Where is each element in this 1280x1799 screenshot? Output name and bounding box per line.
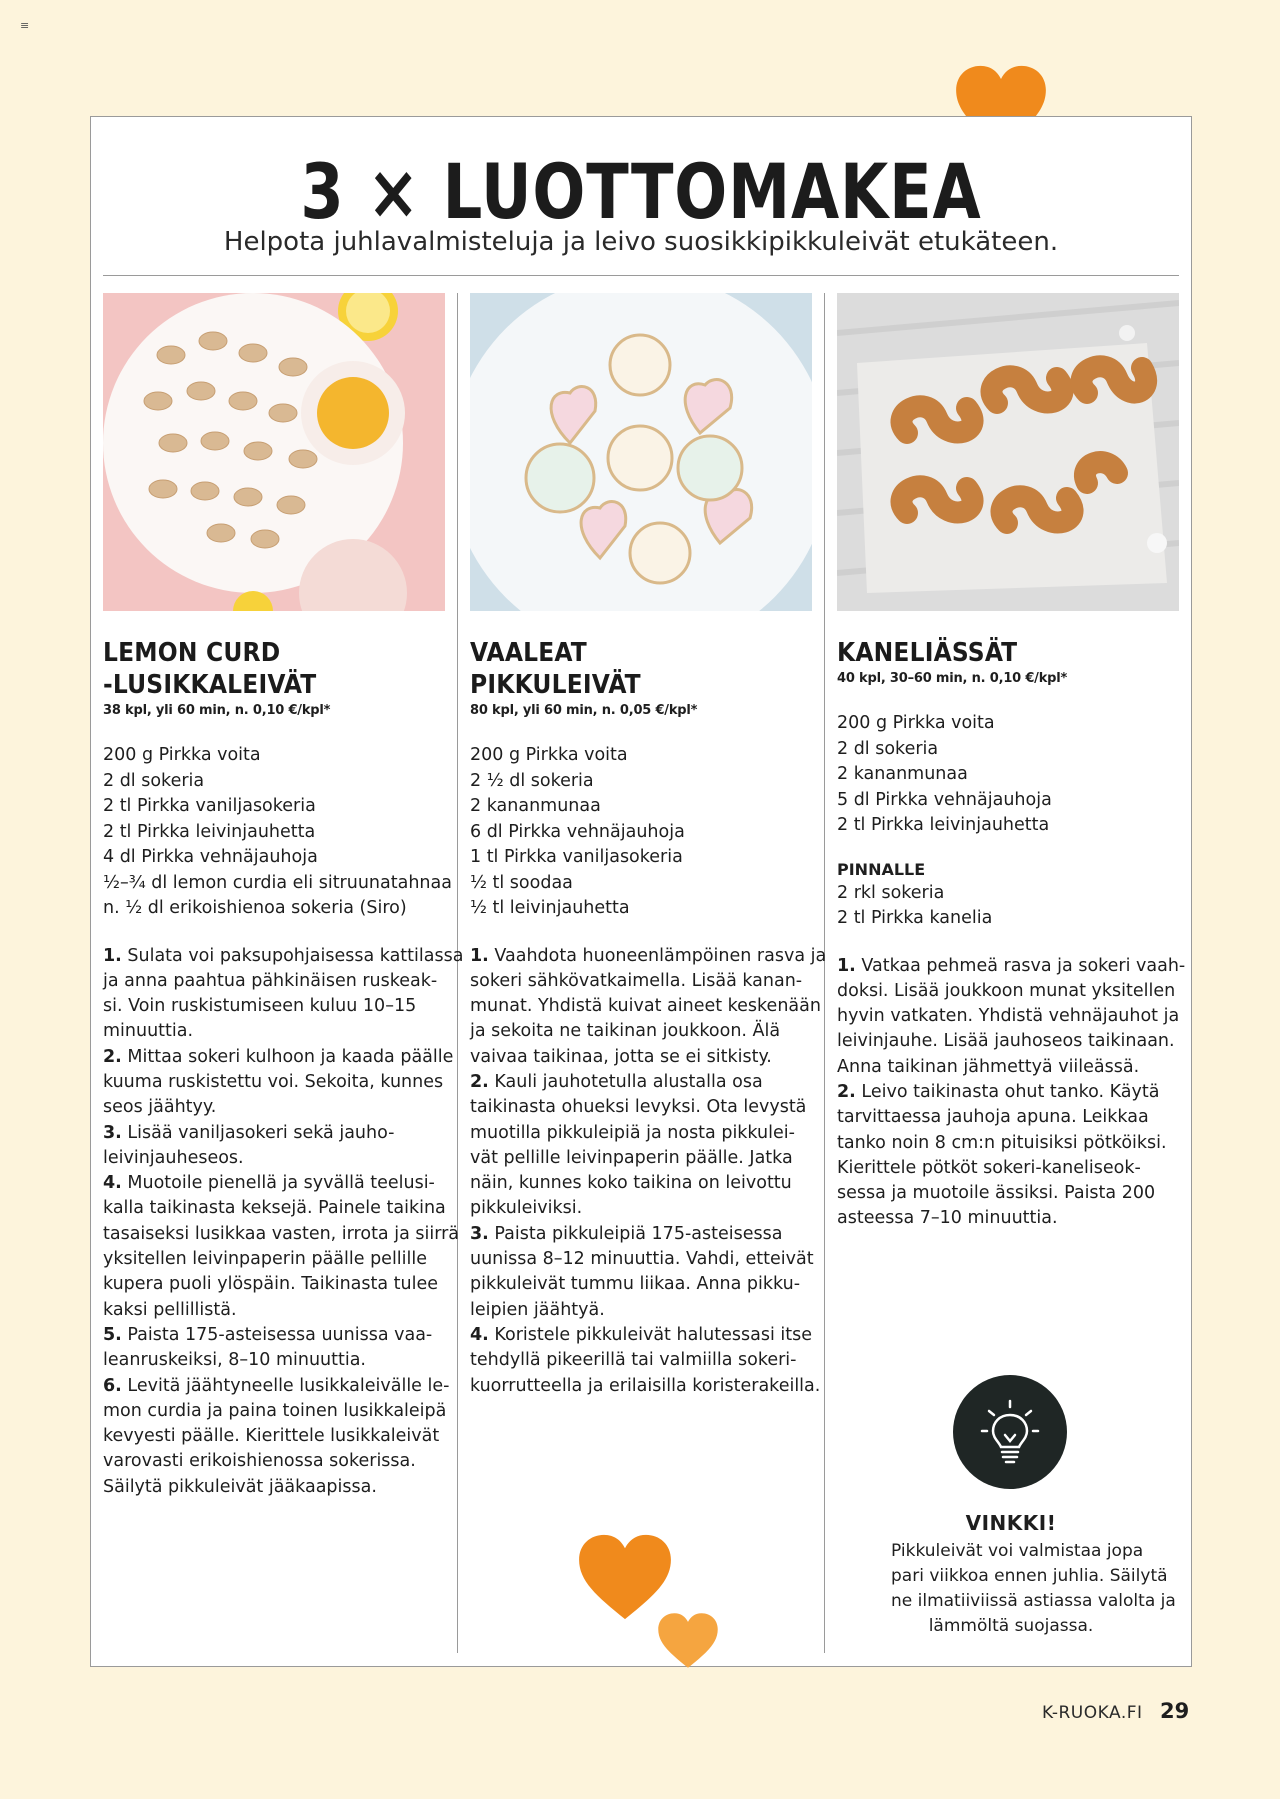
photo-cinnamon-s-cookies <box>837 293 1179 611</box>
ingredient-list: 200 g Pirkka voita 2 ½ dl sokeria 2 kananmunaa 6 dl Pirkka vehnäjauhoja 1 tl Pirkka vaniljasokeria ½ tl soodaa ½ tl leivinjauhetta <box>470 745 685 918</box>
recipe-column-vaaleat <box>470 293 827 1399</box>
lightbulb-icon <box>953 1375 1067 1489</box>
page-subtitle: Helpota juhlavalmisteluja ja leivo suosikkipikkuleivät etukäteen. <box>223 227 1059 257</box>
recipe-meta: 38 kpl, yli 60 min, n. 0,10 €/kpl* <box>103 703 331 718</box>
photo-iced-cookies <box>470 293 812 611</box>
ingredient-list: 200 g Pirkka voita 2 dl sokeria 2 kananmunaa 5 dl Pirkka vehnäjauhoja 2 tl Pirkka leivinjauhetta <box>837 713 1052 835</box>
instructions: 1. Vatkaa pehmeä rasva ja sokeri vaah- doksi. Lisää joukkoon munat yksitellen hyvin vatkaten. Yhdistä vehnäjauhot ja leivinjauhe. Lisää jauhoseos taikinaan. Anna taikinan jähmettyä viileässä. 2. Leivo taikinasta ohut tanko. Käytä tarvittaessa jauhoja apuna. Leikkaa tanko noin 8 cm:n pituisiksi pötköiksi. Kierittele pötköt sokeri-kaneliseok- sessa ja muotoile ässiksi. Paista 200 asteessa 7–10 minuuttia. <box>837 955 1186 1229</box>
recipe-column-kaneliassat <box>837 293 1186 1232</box>
heart-icon <box>657 1612 719 1669</box>
ingredient-list: 200 g Pirkka voita 2 dl sokeria 2 tl Pirkka vaniljasokeria 2 tl Pirkka leivinjauhetta 4 dl Pirkka vehnäjauhoja ½–¾ dl lemon curdia eli sitruunatahnaa n. ½ dl erikoishienoa sokeria (Siro) <box>103 745 452 918</box>
footer-site: K-RUOKA.FI <box>1042 1703 1143 1723</box>
recipe-meta: 40 kpl, 30–60 min, n. 0,10 €/kpl* <box>837 671 1068 686</box>
divider <box>103 275 1179 276</box>
page-title: 3 × LUOTTOMAKEA <box>300 147 982 236</box>
heart-icon <box>577 1533 673 1621</box>
recipe-meta: 80 kpl, yli 60 min, n. 0,05 €/kpl* <box>470 703 698 718</box>
recipe-title: LEMON CURD -LUSIKKALEIVÄT <box>103 638 317 700</box>
recipe-card <box>90 116 1192 1667</box>
instructions: 1. Vaahdota huoneenlämpöinen rasva ja sokeri sähkövatkaimella. Lisää kanan- munat. Yhdistä kuivat aineet keskenään ja sekoita ne taikinan joukkoon. Älä vaivaa taikinaa, jotta se ei sitkisty. 2. Kauli jauhotetulla alustalla osa taikinasta ohueksi levyksi. Ota levystä muotilla pikkuleipiä ja nosta pikkulei- vät pellille leivinpaperin päälle. Jatka näin, kunnes koko taikina on leivottu pikkuleiviksi. 3. Paista pikkuleipiä 175-asteisessa uunissa 8–12 minuuttia. Vahdi, etteivät pikkuleivät tummu liikaa. Anna pikku- leipien jäähtyä. 4. Koristele pikkuleivät halutessasi itse tehdyllä pikeerillä tai valmiilla sokeri- kuorrutteella ja erilaisilla koristerakeilla. <box>470 945 827 1396</box>
tip-title: VINKKI! <box>965 1511 1057 1535</box>
page-number: 29 <box>1160 1699 1190 1723</box>
recipe-column-lemon-curd <box>103 293 464 1500</box>
instructions: 1. Sulata voi paksupohjaisessa kattilassa ja anna paahtua pähkinäisen ruskeak- si. Voin ruskistumiseen kuluu 10–15 minuuttia. 2. Mittaa sokeri kulhoon ja kaada päälle kuuma ruskistettu voi. Sekoita, kunnes seos jäähtyy. 3. Lisää vaniljasokeri sekä jauho- leivinjauheseos. 4. Muotoile pienellä ja syvällä teelusi- kalla taikinasta keksejä. Painele taikina tasaiseksi lusikkaa vasten, irrota ja siirrä yksitellen leivinpaperin päälle pellille kupera puoli ylöspäin. Taikinasta tulee kaksi pellillistä. 5. Paista 175-asteisessa uunissa vaa- leanruskeiksi, 8–10 minuuttia. 6. Levitä jäähtyneelle lusikkaleivälle le- mon curdia ja paina toinen lusikkaleipä kevyesti päälle. Kierittele lusikkaleivät varovasti erikoishienossa sokerissa. Säilytä pikkuleivät jääkaapissa. <box>103 945 464 1497</box>
column-divider <box>457 293 458 1653</box>
recipe-title: VAALEAT PIKKULEIVÄT <box>470 638 641 700</box>
topping-heading: PINNALLE <box>837 859 926 879</box>
topping-list: 2 rkl sokeria 2 tl Pirkka kanelia <box>837 882 993 928</box>
tip-text: Pikkuleivät voi valmistaa jopa pari viikkoa ennen juhlia. Säilytä ne ilmatiiviissä astiassa valolta ja lämmöltä suojassa. <box>891 1541 1176 1636</box>
menu-icon[interactable]: ≡ <box>20 19 30 32</box>
column-divider <box>824 293 825 1653</box>
photo-lemon-curd-cookies <box>103 293 445 611</box>
recipe-title: KANELIÄSSÄT <box>837 638 1018 668</box>
